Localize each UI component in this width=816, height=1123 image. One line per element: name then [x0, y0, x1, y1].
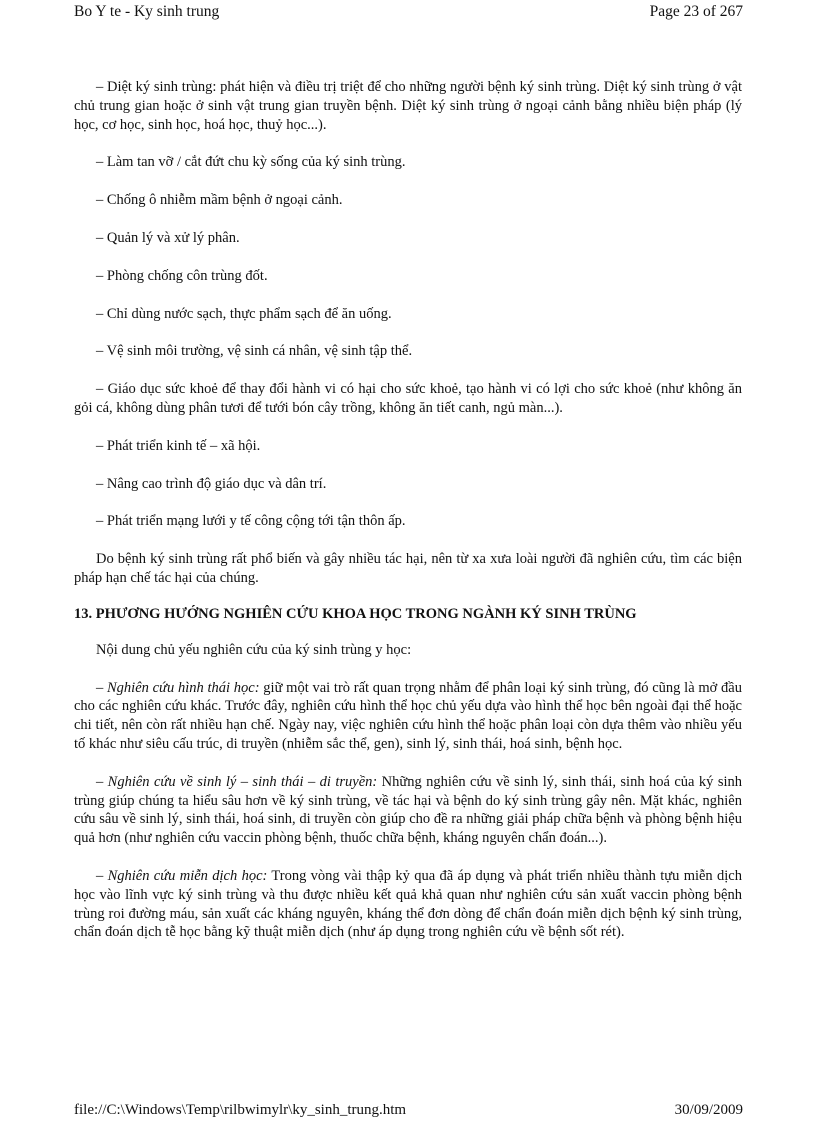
- footer-date: 30/09/2009: [674, 1102, 743, 1118]
- research-item-text: giữ một vai trò rất quan trọng nhằm để phân loại ký sinh trùng, đó cũng là mở đầu cho các nghiên cứu khác. Trước đây, nghiên cứu hình thể học chủ yếu dựa vào hình thể học bên ngoài đại thể hoặc chi tiết, nên còn rất nhiều hạn chế. Ngày nay, việc nghiên cứu hình thể hoặc phân loại còn dựa thêm vào nhiều yếu tố khác như siêu cấu trúc, di truyền (nhiễm sắc thể, gen), sinh lý, sinh thái, hoá sinh, bệnh học.: [74, 679, 742, 752]
- paragraph-o-nhiem: – Chống ô nhiễm mầm bệnh ở ngoại cảnh.: [96, 192, 343, 209]
- paragraph-chu-ky: – Làm tan vỡ / cắt đứt chu kỳ sống của ký sinh trùng.: [96, 154, 406, 171]
- document-body: [74, 78, 742, 942]
- paragraph-diet-ky-sinh-trung: – Diệt ký sinh trùng: phát hiện và điều trị triệt để cho những người bệnh ký sinh trùng. Diệt ký sinh trùng ở vật chủ trung gian hoặc ở sinh vật trung gian truyền bệnh. Diệt ký sinh trùng ở ngoại cảnh bằng nhiều biện pháp (lý học, cơ học, sinh học, hoá học, thuỷ học...).: [74, 79, 742, 133]
- section-intro: Nội dung chủ yếu nghiên cứu của ký sinh trùng y học:: [96, 641, 412, 658]
- research-item-text: Trong vòng vài thập kỷ qua đã áp dụng và phát triển nhiều thành tựu miễn dịch học vào lĩnh vực ký sinh trùng và thu được nhiều kết quả khả quan như nghiên cứu sản xuất vaccin phòng bệnh trùng roi đường máu, sản xuất các kháng nguyên, kháng thể đơn dòng để chẩn đoán miễn dịch bệnh ký sinh trùng, chẩn đoán dịch tễ học bằng kỹ thuật miễn dịch (như áp dụng trong nghiên cứu về bệnh sốt rét).: [74, 867, 742, 941]
- paragraph-y-te: – Phát triển mạng lưới y tế công cộng tới tận thôn ấp.: [96, 513, 406, 530]
- paragraph-kinh-te: – Phát triển kinh tế – xã hội.: [96, 437, 261, 454]
- header-title: Bo Y te - Ky sinh trung: [74, 3, 220, 20]
- footer-path: file://C:\Windows\Temp\rilbwimylr\ky_sinh_trung.htm: [74, 1102, 407, 1118]
- research-item-hinh-thai: [74, 679, 742, 754]
- paragraph-conclusion: Do bệnh ký sinh trùng rất phổ biến và gây nhiều tác hại, nên từ xa xưa loài người đã nghiên cứu, tìm các biện pháp hạn chế tác hại của chúng.: [74, 551, 742, 586]
- research-item-lead: – Nghiên cứu hình thái học:: [96, 679, 260, 696]
- paragraph-quan-ly-phan: – Quản lý và xử lý phân.: [96, 229, 240, 246]
- research-item-mien-dich: [74, 867, 742, 942]
- paragraph-giao-duc: – Giáo dục sức khoẻ để thay đổi hành vi có hại cho sức khoẻ, tạo hành vi có lợi cho sức khoẻ (như không ăn gỏi cá, không dùng phân tươi để tưới bón cây trồng, không ăn tiết canh, ngủ màn...).: [74, 381, 742, 416]
- page-number: Page 23 of 267: [649, 3, 743, 20]
- section-heading: 13. PHƯƠNG HƯỚNG NGHIÊN CỨU KHOA HỌC TRONG NGÀNH KÝ SINH TRÙNG: [74, 605, 637, 622]
- research-item-lead: – Nghiên cứu về sinh lý – sinh thái – di truyền:: [96, 773, 378, 790]
- paragraph-con-trung: – Phòng chống côn trùng đốt.: [96, 267, 268, 284]
- research-item-sinh-ly: [74, 773, 742, 848]
- paragraph-nuoc-sach: – Chỉ dùng nước sạch, thực phẩm sạch để ăn uống.: [96, 305, 392, 322]
- paragraph-ve-sinh: – Vệ sinh môi trường, vệ sinh cá nhân, vệ sinh tập thể.: [96, 343, 413, 360]
- research-item-text: Những nghiên cứu về sinh lý, sinh thái, sinh hoá của ký sinh trùng giúp chúng ta hiểu sâu hơn về ký sinh trùng, về tác hại và bệnh do ký sinh trùng gây nên. Mặt khác, nghiên cứu sâu về sinh lý, sinh thái, hoá sinh, di truyền còn giúp cho đề ra những giải pháp chữa bệnh và phòng bệnh hiệu quả hơn (như nghiên cứu vaccin phòng bệnh, thuốc chữa bệnh, kháng nguyên chẩn đoán...).: [74, 773, 742, 847]
- research-item-lead: – Nghiên cứu miễn dịch học:: [96, 867, 268, 884]
- paragraph-dan-tri: – Nâng cao trình độ giáo dục và dân trí.: [96, 475, 327, 492]
